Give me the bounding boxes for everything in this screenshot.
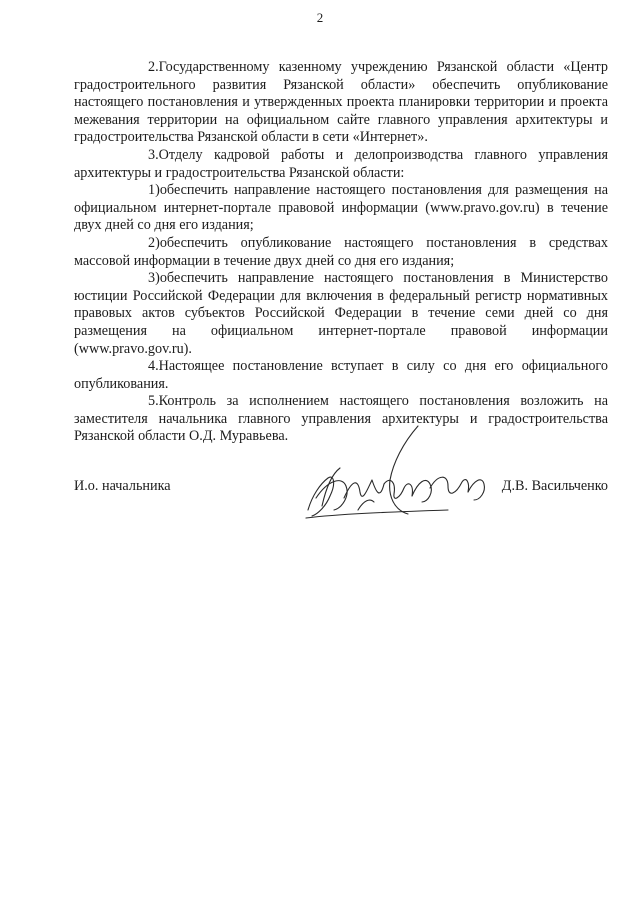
paragraph-number: 1): [148, 182, 160, 199]
subparagraph-1: [74, 182, 608, 235]
paragraph-item-3: [74, 147, 608, 182]
paragraph-text: Отделу кадровой работы и делопроизводства главного управления архитектуры и градостроительства Рязанской области:: [74, 146, 608, 181]
paragraph-text: обеспечить опубликование настоящего постановления в средствах массовой информации в течение двух дней со дня его издания;: [74, 234, 608, 269]
paragraph-number: 5.: [148, 393, 159, 410]
subparagraph-3: [74, 270, 608, 358]
paragraph-number: 4.: [148, 358, 159, 375]
paragraph-number: 3): [148, 270, 160, 287]
subparagraph-2: [74, 235, 608, 270]
paragraph-text: Настоящее постановление вступает в силу со дня его официального опубликования.: [74, 358, 608, 392]
paragraph-item-2: [74, 59, 608, 147]
paragraph-number: 2): [148, 234, 160, 251]
paragraph-text: Государственному казенному учреждению Рязанской области «Центр градостроительного развития Рязанской области» обеспечить опубликование настоящего постановления и утвержденных проекта планировки территории и проекта межевания территории на официальном сайте главного управления архитектуры и градостроительства Рязанской области в сети «Интернет».: [74, 59, 608, 146]
paragraph-number: 3.: [148, 146, 159, 163]
signatory-name: Д.В. Васильченко: [501, 478, 608, 494]
paragraph-text: Контроль за исполнением настоящего постановления возложить на заместителя начальника главного управления архитектуры и градостроительства Рязанской области О.Д. Муравьева.: [74, 393, 608, 445]
signatory-title: И.о. начальника: [74, 478, 171, 494]
document-body: [74, 59, 608, 446]
paragraph-text: обеспечить направление настоящего постановления в Министерство юстиции Российской Федерации для включения в федеральный регистр нормативных правовых актов субъектов Российской Федерации в течение семи дней со дня размещения на официальном интернет-портале правовой информации (www.pravo.gov.ru).: [74, 270, 608, 357]
paragraph-text: обеспечить направление настоящего постановления для размещения на официальном интернет-портале правовой информации (www.pravo.gov.ru) в течение двух дней со дня его издания;: [74, 182, 608, 234]
paragraph-item-4: [74, 358, 608, 393]
paragraph-number: 2.: [148, 59, 159, 75]
handwritten-signature: [298, 418, 498, 528]
page-number: 2: [316, 10, 324, 25]
